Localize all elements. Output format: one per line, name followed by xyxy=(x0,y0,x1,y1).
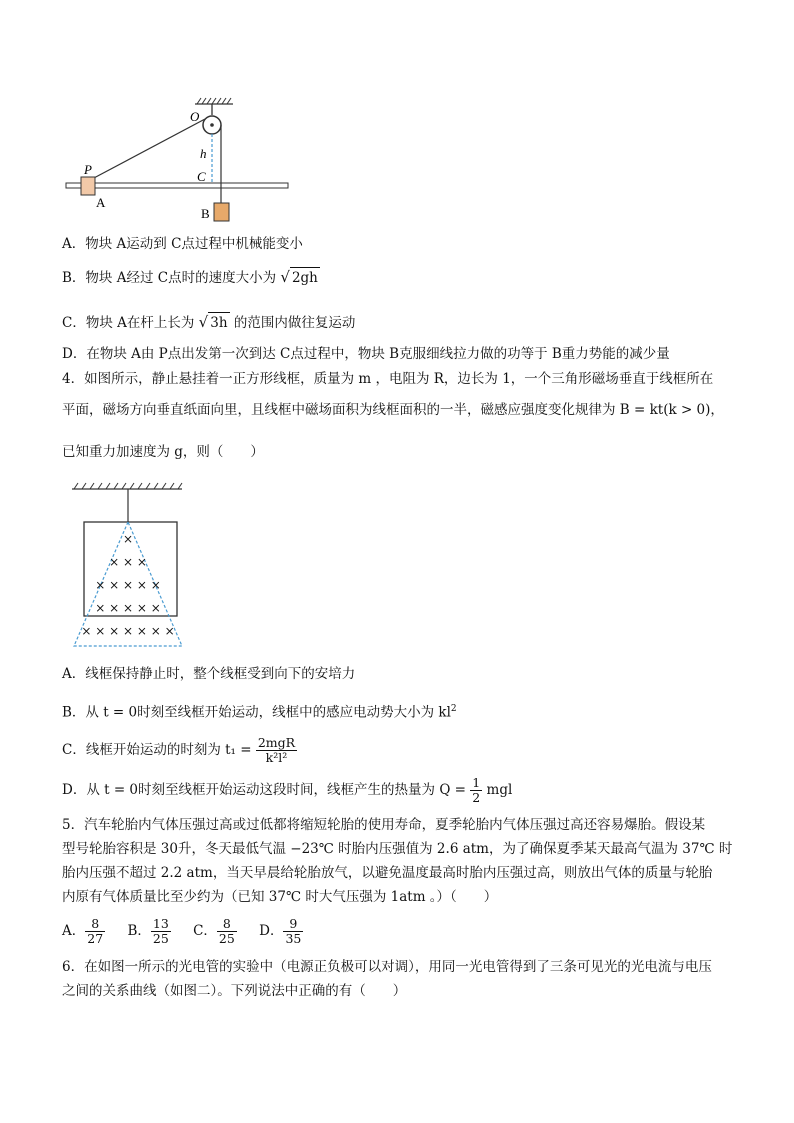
q4-line-3: 已知重力加速度为 g，则（ ） xyxy=(62,444,264,460)
q4-option-b-text: B．从 t = 0时刻至线框开始运动，线框中的感应电动势大小为 kl xyxy=(62,704,451,721)
label-h: h xyxy=(200,146,207,161)
label-a: A xyxy=(96,195,106,210)
q4-option-c-fraction: $\frac{\text{2mgR}}{\text{k²l²}}$ xyxy=(257,735,296,765)
label-p: P xyxy=(84,162,92,177)
q4-option-d-text: D．从 t = 0时刻至线框开始运动这段时间，线框产生的热量为 Q = xyxy=(62,782,466,798)
q6-line-2: 之间的关系曲线（如图二）。下列说法中正确的有（ ） xyxy=(62,983,407,999)
q4-option-b-exponent: 2 xyxy=(450,704,457,714)
q5-line-4: 内原有气体质量比至少约为（已知 37℃ 时大气压强为 1atm 。）（ ） xyxy=(62,889,498,905)
q4-option-c-text: C．线框开始运动的时刻为 t₁ = xyxy=(62,742,252,758)
field-row-2: × × × xyxy=(109,555,147,569)
label-o: O xyxy=(190,109,200,124)
field-row-5: × × × × × × × xyxy=(81,624,175,638)
q5-option-d: D． $\frac{9}{35}$ xyxy=(259,916,302,946)
q3-option-b: B．物块 A经过 C点时的速度大小为 √ 2gh xyxy=(62,268,318,286)
label-c: C xyxy=(197,169,206,184)
q5-option-b: B． $\frac{13}{25}$ xyxy=(127,916,169,946)
pulley-figure xyxy=(60,95,300,225)
q3-option-b-radicand: 2gh xyxy=(290,267,320,288)
field-row-4: × × × × × xyxy=(95,601,161,615)
q3-option-c-radicand: 3h xyxy=(208,312,229,333)
q4-option-c xyxy=(62,734,297,766)
q4-option-d-post: mgl xyxy=(486,782,513,798)
q3-option-a: A．物块 A运动到 C点过程中机械能变小 xyxy=(62,236,303,252)
q5-option-c: C． $\frac{8}{25}$ xyxy=(193,916,235,946)
q5-line-3: 胎内压强不超过 2.2 atm，当天早晨给轮胎放气，以避免温度最高时胎内压强过高，则放出气体的质量与轮胎 xyxy=(62,865,713,881)
q5-line-2: 型号轮胎容积是 30升，冬天最低气温 −23℃ 时胎内压强值为 2.6 atm，为了确保夏季某天最高气温为 37℃ 时 xyxy=(62,841,733,857)
q4-option-a: A．线框保持静止时，整个线框受到向下的安培力 xyxy=(62,666,356,682)
block-a xyxy=(81,177,95,195)
q5-option-a: A． $\frac{8}{27}$ xyxy=(62,916,104,946)
q4-option-b xyxy=(62,699,457,723)
field-row-1: × xyxy=(122,532,134,546)
block-b xyxy=(214,203,229,221)
q5-line-1: 5．汽车轮胎内气体压强过高或过低都将缩短轮胎的使用寿命，夏季轮胎内气体压强过高还容易爆胎。假设某 xyxy=(62,817,706,833)
q4-option-d xyxy=(62,774,512,806)
q5-options xyxy=(62,914,321,948)
q4-line-2: 平面，磁场方向垂直纸面向里，且线框中磁场面积为线框面积的一半，磁感应强度变化规律为 B = kt(k > 0)， xyxy=(62,402,724,418)
q3-option-c-text: C．物块 A在杆上长为 xyxy=(62,315,195,331)
horizontal-rod xyxy=(66,183,288,188)
label-b: B xyxy=(201,206,210,221)
field-row-3: × × × × × xyxy=(95,578,161,592)
q3-option-d: D．在物块 A由 P点出发第一次到达 C点过程中，物块 B克服细线拉力做的功等于 B重力势能的减少量 xyxy=(62,346,670,362)
q3-option-b-text: B．物块 A经过 C点时的速度大小为 xyxy=(62,270,277,286)
q3-option-c: C．物块 A在杆上长为 √ 3h 的范围内做往复运动 xyxy=(62,313,356,331)
q4-line-1: 4．如图所示，静止悬挂着一正方形线框，质量为 m ，电阻为 R，边长为 1，一个三角形磁场垂直于线框所在 xyxy=(62,371,714,387)
q4-option-d-fraction: $\frac{1}{2}$ xyxy=(472,775,481,805)
q3-option-c-post: 的范围内做往复运动 xyxy=(233,315,356,331)
frame-figure xyxy=(68,480,188,650)
q6-line-1: 6．在如图一所示的光电管的实验中（电源正负极可以对调），用同一光电管得到了三条可见光的光电流与电压 xyxy=(62,959,712,975)
